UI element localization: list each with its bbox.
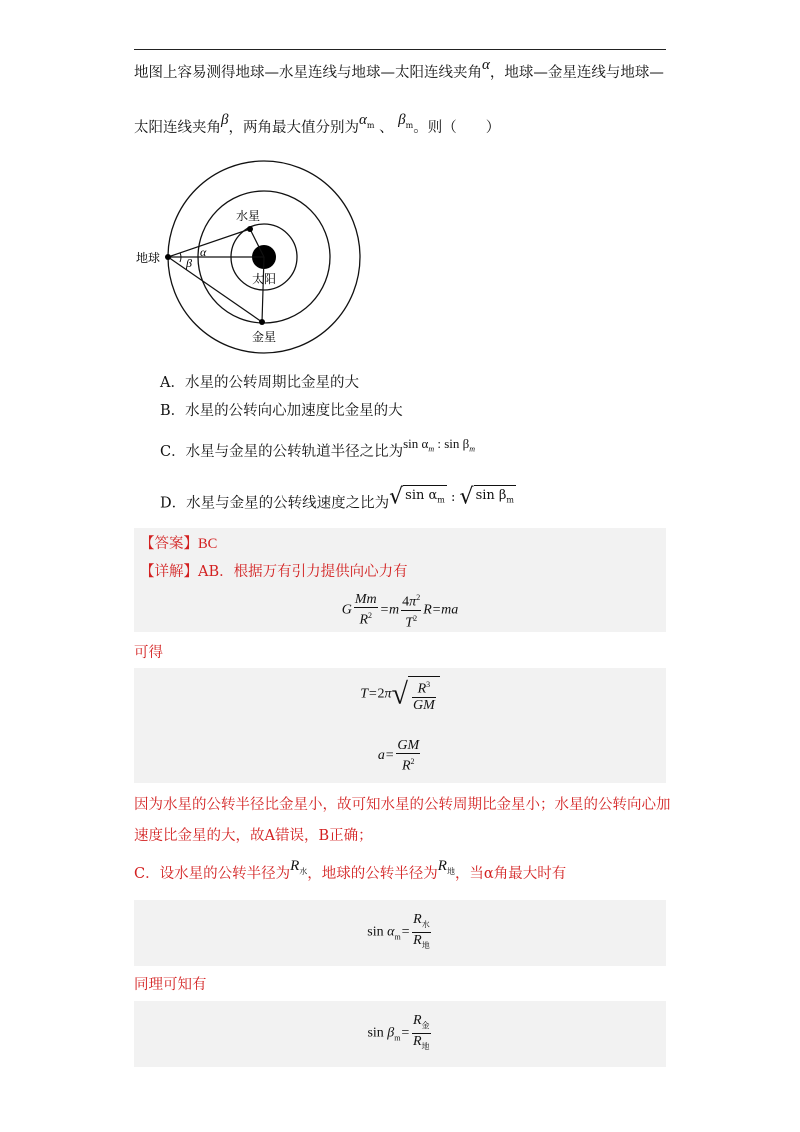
header-rule xyxy=(134,49,666,50)
orbit-diagram xyxy=(130,160,400,360)
formula-box-1 xyxy=(134,668,666,783)
conclusion-line-1: 因为水星的公转半径比金星小，故可知水星的公转周期比金星小；水星的公转向心加 xyxy=(134,797,671,813)
sin-alpha-formula: $\sin \alpha_m=$ $\frac{R_水}{R_地}$ xyxy=(367,912,430,950)
sun-label: 太阳 xyxy=(252,272,277,286)
explain-ab-line: 【详解】AB．根据万有引力提供向心力有 xyxy=(140,564,408,580)
question-line-2: 太阳连线夹角β，两角最大值分别为$\alpha_m$ 、 $\beta_m$。则（ ） xyxy=(134,112,501,136)
question-line-1: 地图上容易测得地球—水星连线与地球—太阳连线夹角α，地球—金星连线与地球— xyxy=(134,57,664,81)
acceleration-formula: a= $\frac{GM}{R^2}$ xyxy=(377,738,420,774)
beta-label: β xyxy=(186,256,192,270)
option-a: A．水星的公转周期比金星的大 xyxy=(160,375,359,391)
explain-c-line: C．设水星的公转半径为$R_水$，地球的公转半径为$R_地$，当α角最大时有 xyxy=(134,858,567,882)
earth-mercury-line xyxy=(168,229,250,257)
alpha-label: α xyxy=(200,245,207,259)
conclusion-line-2: 速度比金星的大，故A错误，B正确； xyxy=(134,828,373,844)
sin-beta-formula: $\sin \beta_m=$ $\frac{R_金}{R_地}$ xyxy=(367,1013,430,1051)
answer-line: 【答案】BC xyxy=(140,536,218,552)
kede-line: 可得 xyxy=(134,645,163,661)
earth-venus-line xyxy=(168,257,262,322)
option-b: B．水星的公转向心加速度比金星的大 xyxy=(160,403,403,419)
venus-label: 金星 xyxy=(252,330,277,344)
mercury-label: 水星 xyxy=(236,209,261,223)
period-formula: T=2π√ $\frac{R^3}{GM}$ xyxy=(134,676,666,713)
answer-box xyxy=(134,528,666,632)
formula-box-2 xyxy=(134,900,666,966)
earth-label: 地球 xyxy=(136,251,161,265)
formula-box-3 xyxy=(134,1001,666,1067)
option-c: C．水星与金星的公转轨道半径之比为$\sin \alpha_m$ : $\sin \beta_m$ xyxy=(160,436,476,460)
gravity-equation: G $\frac{Mm}{R^2}$ =m $\frac{4\pi^2}{T^2}$ R=ma xyxy=(134,590,666,630)
earth-dot xyxy=(165,254,171,260)
option-d: D．水星与金星的公转线速度之比为√ $\sin \alpha_m$ : √ $\sin \beta_m$ xyxy=(160,484,515,512)
venus-dot xyxy=(259,319,265,325)
tongli-line: 同理可知有 xyxy=(134,977,207,993)
mercury-dot xyxy=(247,226,253,232)
